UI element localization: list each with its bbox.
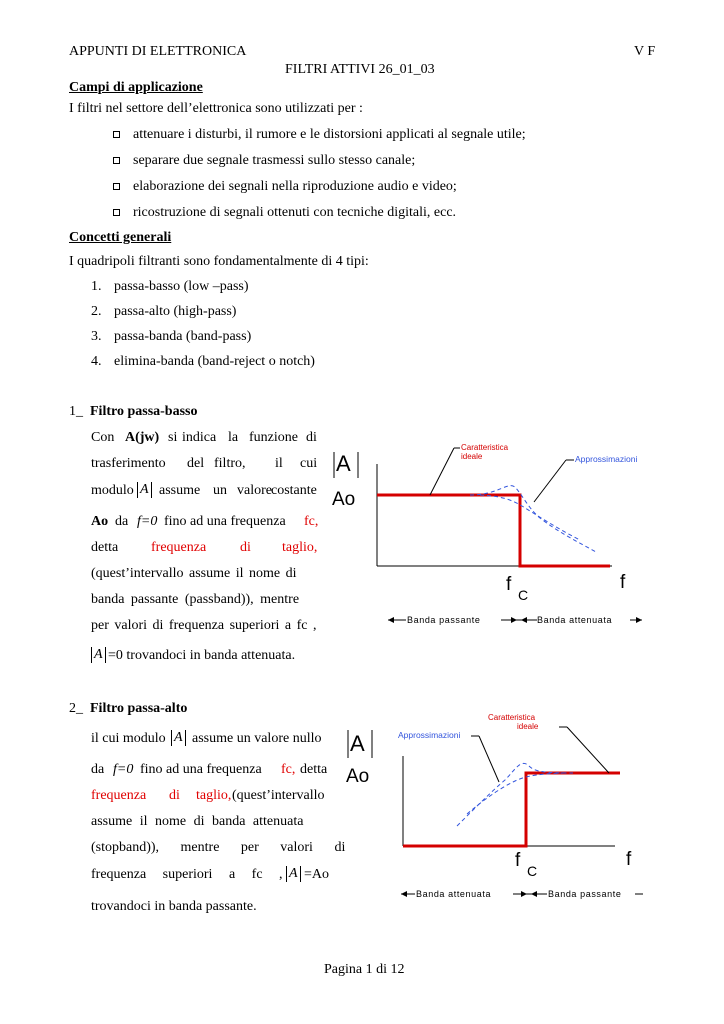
text-line: (quest’intervallo assume il nome di [91,566,297,581]
list-number: 3. [91,329,102,344]
word: di [306,430,317,445]
word: indica [182,430,217,445]
word: di [240,540,251,555]
header-left: APPUNTI DI ELETTRONICA [69,44,247,59]
word: valore [237,483,272,498]
word: f=0 [137,514,158,529]
word: A(jw) [125,430,160,445]
highpass-graph [343,710,653,905]
word: Ao [91,514,109,529]
cutoff-label: f [515,850,521,871]
text-line: assume il nome di banda attenuata [91,814,304,829]
word: Con [91,430,115,445]
word: costante [271,483,317,498]
header-right: V F [634,44,656,59]
band-label-left: Banda attenuata [416,889,492,899]
text-line: trovandoci in banda passante. [91,899,257,914]
y-axis-name: A [336,451,351,476]
word: assume [159,483,201,498]
modulus-A: A [171,730,186,746]
list-item: passa-alto (high-pass) [114,304,237,319]
list-item: passa-basso (low –pass) [114,279,249,294]
ideal-response-line [403,773,620,846]
list-item: passa-banda (band-pass) [114,329,252,344]
annotation-ideal-2: ideale [461,452,483,461]
section-intro: I quadripoli filtranti sono fondamentalmente di 4 tipi: [69,254,369,269]
word: da [115,514,129,529]
word: da [91,762,105,777]
x-axis-label: f [620,572,626,593]
annotation-ideal: Caratteristica [461,443,509,452]
text-line: (stopband)), mentre per valori di [91,840,346,855]
x-axis-label: f [626,849,632,870]
list-number: 4. [91,354,102,369]
cutoff-label: f [506,574,512,595]
page-number: Pagina 1 di 12 [324,962,405,977]
modulus-A: A [91,647,106,663]
y-level-label: Ao [346,766,370,787]
cutoff-subscript: C [518,587,529,603]
section-title-concepts: Concetti generali [69,230,172,245]
bullet-square-icon [113,209,120,216]
word: cui [300,456,318,471]
text-line: banda passante (passband)), mentre [91,592,300,607]
approx-curve-1 [457,763,573,826]
word: f=0 [113,762,134,777]
word: del [187,456,205,471]
section-title-applications: Campi di applicazione [69,80,203,95]
cutoff-subscript: C [527,863,538,879]
text-line: per valori di frequenza superiori a fc , [91,618,317,633]
ideal-response-line [377,495,610,566]
text-line: =0 trovandoci in banda attenuata. [108,648,296,663]
lowpass-graph [330,440,650,630]
word: frequenza [91,788,147,803]
bullet-square-icon [113,157,120,164]
bullet-square-icon [113,183,120,190]
word: taglio, [196,788,232,803]
text-line: frequenza superiori a fc , [91,867,283,882]
text-line: =Ao [304,867,330,882]
word: la [228,430,239,445]
approx-curve-2 [467,773,563,814]
bullet-item: separare due segnale trasmessi sullo stesso canale; [133,153,416,168]
word: fc, [281,762,296,777]
annotation-ideal-2: ideale [517,722,539,731]
band-label-left: Banda passante [407,615,481,625]
word: detta [91,540,119,555]
bullet-square-icon [113,131,120,138]
annotation-approx: Approssimazioni [398,730,461,740]
word: funzione [249,430,298,445]
y-axis-name: A [350,731,365,756]
approx-curve-2 [480,495,580,540]
word: fino ad una frequenza [164,514,286,529]
word: trasferimento [91,456,166,471]
lowpass-heading: 1_ Filtro passa-basso [69,404,198,419]
bullet-item: attenuare i disturbi, il rumore e le distorsioni applicati al segnale utile; [133,127,526,142]
word: di [169,788,180,803]
word: si [168,430,178,445]
word: fc, [304,514,319,529]
list-number: 1. [91,279,102,294]
bullet-item: elaborazione dei segnali nella riproduzione audio e video; [133,179,457,194]
band-label-right: Banda passante [548,889,622,899]
word: frequenza [151,540,207,555]
modulus-A: A [137,482,152,498]
bullet-item: ricostruzione di segnali ottenuti con tecniche digitali, ecc. [133,205,457,220]
word: filtro, [214,456,246,471]
y-level-label: Ao [332,489,356,510]
modulus-A: A [286,866,301,882]
band-label-right: Banda attenuata [537,615,613,625]
word: taglio, [282,540,318,555]
word: un [213,483,227,498]
word: il [275,456,283,471]
word: detta [300,762,328,777]
document-subtitle: FILTRI ATTIVI 26_01_03 [285,62,435,77]
word: (quest’intervallo [232,788,325,803]
text-line: il cui modulo [91,731,166,746]
text-line: assume un valore nullo [192,731,322,746]
list-item: elimina-banda (band-reject o notch) [114,354,315,369]
highpass-heading: 2_ Filtro passa-alto [69,701,188,716]
annotation-ideal: Caratteristica [488,713,536,722]
word: modulo [91,483,134,498]
list-number: 2. [91,304,102,319]
section-intro: I filtri nel settore dell’elettronica sono utilizzati per : [69,101,363,116]
annotation-approx: Approssimazioni [575,454,638,464]
word: fino ad una frequenza [140,762,262,777]
